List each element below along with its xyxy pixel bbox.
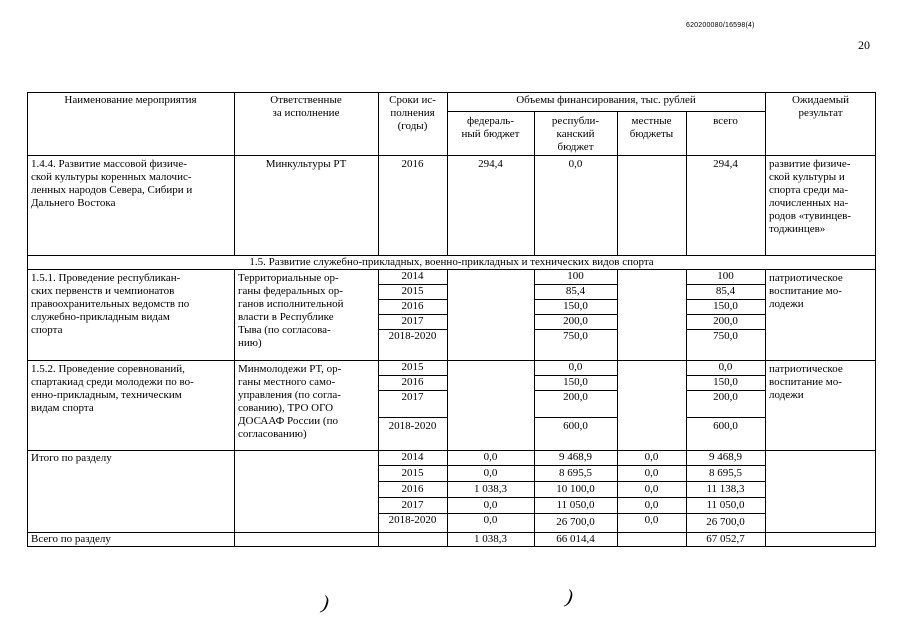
itogo-federal: 0,0	[483, 499, 498, 511]
row-151-name: 1.5.1. Проведение республикан- ских первенств и чемпионатов правоохранительных ведомств по служебно-прикладным видам спорта	[31, 272, 190, 336]
row-151-year: 2017	[401, 315, 424, 327]
row-151-total: 85,4	[715, 285, 736, 297]
itogo-total: 9 468,9	[709, 451, 742, 463]
itogo-local: 0,0	[644, 483, 659, 495]
col-divider	[686, 111, 687, 255]
row-152-year: 2018-2020	[388, 420, 437, 432]
vsego-federal: 1 038,3	[474, 533, 507, 545]
table-border-top	[27, 92, 876, 93]
row-144-year: 2016	[401, 158, 424, 170]
header-responsible: Ответственные за исполнение	[270, 94, 342, 119]
header-financing: Объемы финансирования, тыс. рублей	[516, 94, 696, 106]
row-152-result: патриотическое воспитание мо- лодежи	[769, 363, 843, 401]
handwritten-mark: )	[564, 585, 575, 609]
row-151-year: 2016	[401, 300, 424, 312]
row-144-federal: 294,4	[478, 158, 503, 170]
vsego-republic: 66 014,4	[556, 533, 595, 545]
row-144-total: 294,4	[713, 158, 738, 170]
row-151-total: 150,0	[713, 300, 738, 312]
row-144-responsible: Минкультуры РТ	[265, 158, 347, 170]
itogo-federal: 1 038,3	[474, 483, 507, 495]
row-divider	[447, 111, 765, 112]
row-152-year: 2016	[401, 376, 424, 388]
row-152-republic: 600,0	[563, 420, 588, 432]
itogo-total: 11 138,3	[706, 483, 745, 495]
row-151-responsible: Территориальные ор- ганы федеральных ор- ганов исполнительной власти в Республике Тыва (по согласова- нию)	[238, 272, 344, 349]
col-divider	[765, 269, 766, 547]
row-144-name: 1.4.4. Развитие массовой физиче- ской культуры коренных малочис- ленных народов Севера, Сибири и Дальнего Востока	[31, 158, 193, 209]
itogo-label: Итого по разделу	[31, 452, 112, 464]
table-border-bottom	[27, 546, 876, 547]
row-152-total: 200,0	[713, 391, 738, 403]
itogo-federal: 0,0	[483, 514, 498, 526]
row-144-result: развитие физиче- ской культуры и спорта среди ма- лочисленных на- родов «тувинцев- тоджинцев»	[769, 158, 851, 235]
row-144-republic: 0,0	[568, 158, 583, 170]
header-federal: федераль- ный бюджет	[461, 115, 520, 140]
subrow-divider	[378, 481, 765, 482]
subrow-divider	[686, 417, 765, 418]
itogo-year: 2017	[401, 499, 424, 511]
vsego-total: 67 052,7	[706, 533, 745, 545]
itogo-local: 0,0	[644, 451, 659, 463]
itogo-year: 2015	[401, 467, 424, 479]
row-151-republic: 150,0	[563, 300, 588, 312]
row-152-year: 2015	[401, 361, 424, 373]
table-border-left	[27, 92, 28, 547]
row-divider	[27, 155, 876, 156]
row-152-republic: 150,0	[563, 376, 588, 388]
itogo-year: 2016	[401, 483, 424, 495]
itogo-republic: 11 050,0	[556, 499, 595, 511]
row-152-republic: 200,0	[563, 391, 588, 403]
itogo-local: 0,0	[644, 499, 659, 511]
itogo-republic: 9 468,9	[559, 451, 592, 463]
row-151-republic: 750,0	[563, 330, 588, 342]
itogo-republic: 10 100,0	[556, 483, 595, 495]
row-151-republic: 85,4	[565, 285, 586, 297]
header-result: Ожидаемый результат	[791, 94, 850, 119]
col-divider	[234, 269, 235, 547]
header-local: местные бюджеты	[629, 115, 674, 140]
row-151-year: 2014	[401, 270, 424, 282]
row-151-total: 200,0	[713, 315, 738, 327]
header-name: Наименование мероприятия	[64, 94, 197, 106]
subrow-divider	[534, 417, 617, 418]
row-152-name: 1.5.2. Проведение соревнований, спартакиад среди молодежи по во- енно-прикладным, техническим видам спорта	[31, 363, 194, 414]
header-terms: Сроки ис- полнения (годы)	[389, 94, 436, 132]
header-republic: республи- канский бюджет	[551, 115, 600, 153]
row-151-republic: 100	[567, 270, 584, 282]
itogo-local: 0,0	[644, 514, 659, 526]
itogo-local: 0,0	[644, 467, 659, 479]
itogo-republic: 26 700,0	[556, 516, 595, 528]
row-152-total: 150,0	[713, 376, 738, 388]
financing-table	[27, 92, 876, 547]
row-152-year: 2017	[401, 391, 424, 403]
itogo-federal: 0,0	[483, 451, 498, 463]
vsego-label: Всего по разделу	[31, 533, 111, 545]
row-151-result: патриотическое воспитание мо- лодежи	[769, 272, 843, 310]
row-152-total: 600,0	[713, 420, 738, 432]
itogo-year: 2018-2020	[388, 514, 437, 526]
subrow-divider	[378, 465, 765, 466]
page-number: 20	[858, 38, 870, 52]
itogo-total: 26 700,0	[706, 516, 745, 528]
document-id: 620200080/16598(4)	[686, 22, 755, 29]
row-152-responsible: Минмолодежи РТ, ор- ганы местного само- управления (по согла- сованию), ТРО ОГО ДОСААФ России (по согласованию)	[238, 363, 342, 440]
handwritten-mark: )	[320, 591, 331, 615]
header-total: всего	[713, 115, 738, 127]
subrow-divider	[378, 417, 447, 418]
subrow-divider	[378, 497, 765, 498]
row-152-republic: 0,0	[568, 361, 583, 373]
itogo-total: 11 050,0	[706, 499, 745, 511]
itogo-year: 2014	[401, 451, 424, 463]
section-heading: 1.5. Развитие служебно-прикладных, военно-прикладных и технических видов спорта	[249, 256, 654, 268]
row-151-total: 100	[717, 270, 734, 282]
row-152-total: 0,0	[718, 361, 733, 373]
itogo-federal: 0,0	[483, 467, 498, 479]
itogo-republic: 8 695,5	[559, 467, 592, 479]
row-151-year: 2015	[401, 285, 424, 297]
row-151-year: 2018-2020	[388, 330, 437, 342]
row-151-total: 750,0	[713, 330, 738, 342]
itogo-total: 8 695,5	[709, 467, 742, 479]
row-151-republic: 200,0	[563, 315, 588, 327]
